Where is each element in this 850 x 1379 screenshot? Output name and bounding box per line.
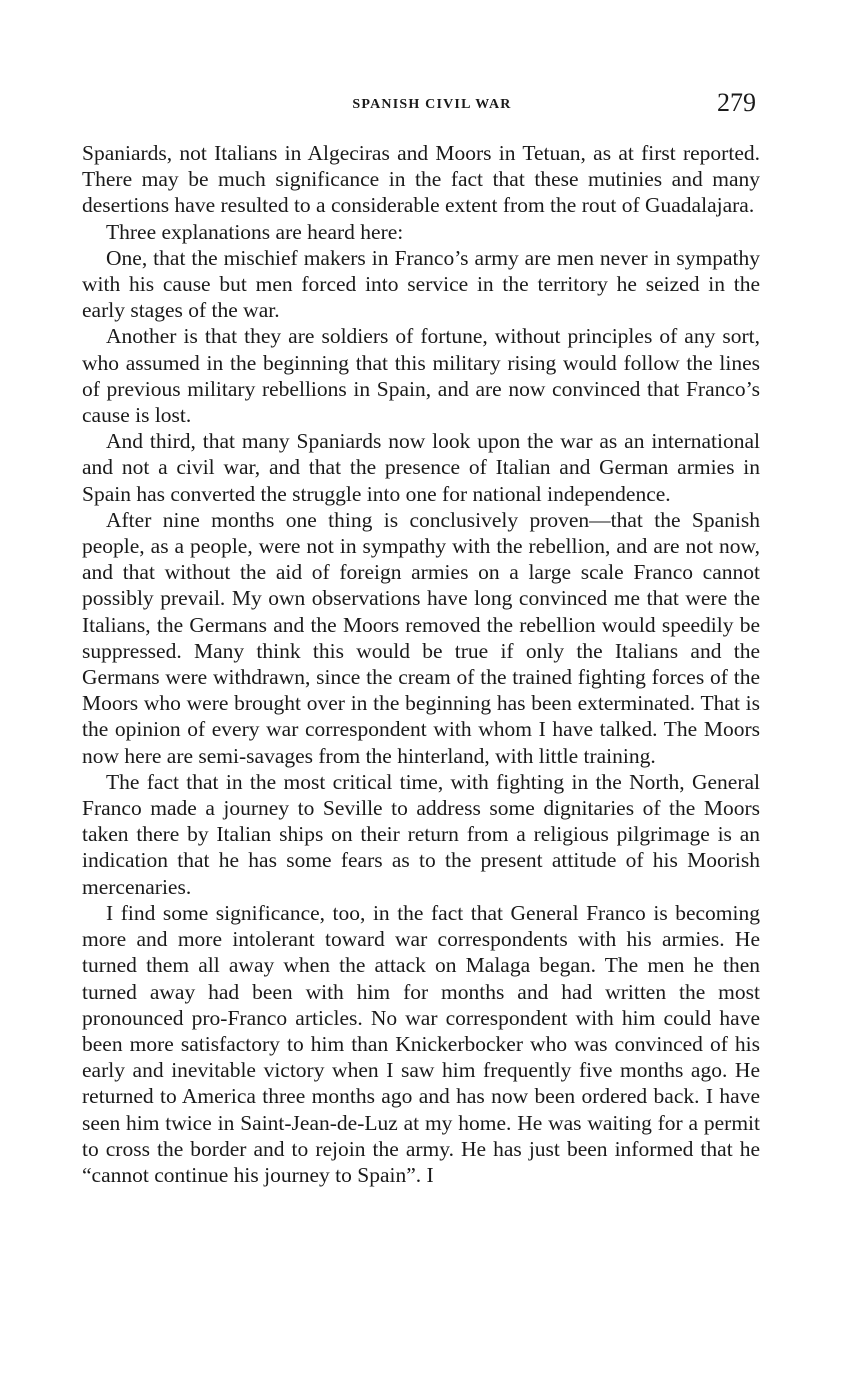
body-text xyxy=(82,140,760,1188)
paragraph-continuation: Spaniards, not Italians in Algeciras and Moors in Tetuan, as at first reported. There may be much significance in the fact that these mutinies and many desertions have resulted to a considerable extent from the rout of Guadalajara. xyxy=(82,141,760,218)
paragraph: One, that the mischief makers in Franco’s army are men never in sympathy with his cause but men forced into service in the territory he seized in the early stages of the war. xyxy=(82,245,760,323)
running-title: SPANISH CIVIL WAR xyxy=(352,97,512,112)
paragraph: The fact that in the most critical time, with fighting in the North, General Franco made a journey to Seville to address some dignitaries of the Moors taken there by Italian ships on their return from a religious pilgrimage is an indication that he has some fears as to the present attitude of his Moorish mercenaries. xyxy=(82,769,760,899)
paragraph: Another is that they are soldiers of fortune, without principles of any sort, who assumed in the beginning that this military rising would follow the lines of previous military rebellions in Spain, and are now convinced that Franco’s cause is lost. xyxy=(82,324,760,428)
running-head xyxy=(82,86,758,126)
paragraph: Three explanations are heard here: xyxy=(106,219,404,244)
paragraph: And third, that many Spaniards now look upon the war as an international and not a civil war, and that the presence of Italian and German armies in Spain has converted the struggle into one for national independence. xyxy=(82,429,760,506)
page-number: 279 xyxy=(717,88,756,117)
paragraph: I find some significance, too, in the fact that General Franco is becoming more and more intolerant toward war correspondents with his armies. He turned them all away when the attack on Malaga began. The men he then turned away had been with him for months and had written the most pronounced pro-Franco articles. No war correspondent with him could have been more satisfactory to him than Knickerbocker who was convinced of his early and inevitable victory when I saw him frequently five months ago. He returned to America three months ago and has now been ordered back. I have seen him twice in Saint-Jean-de-Luz at my home. He was waiting for a permit to cross the border and to rejoin the army. He has just been informed that he “cannot continue his journey to Spain”. I xyxy=(82,900,760,1187)
paragraph: After nine months one thing is conclusively proven—that the Spanish people, as a people, were not in sympathy with the rebellion, and are not now, and that without the aid of foreign armies on a large scale Franco cannot possibly prevail. My own observations have long convinced me that were the Italians, the Germans and the Moors removed the rebellion would speedily be suppressed. Many think this would be true if only the Italians and the Germans were withdrawn, since the cream of the trained fighting forces of the Moors who were brought over in the beginning has been exterminated. That is the opinion of every war correspondent with whom I have talked. The Moors now here are semi-savages from the hinterland, with little training. xyxy=(82,507,760,768)
